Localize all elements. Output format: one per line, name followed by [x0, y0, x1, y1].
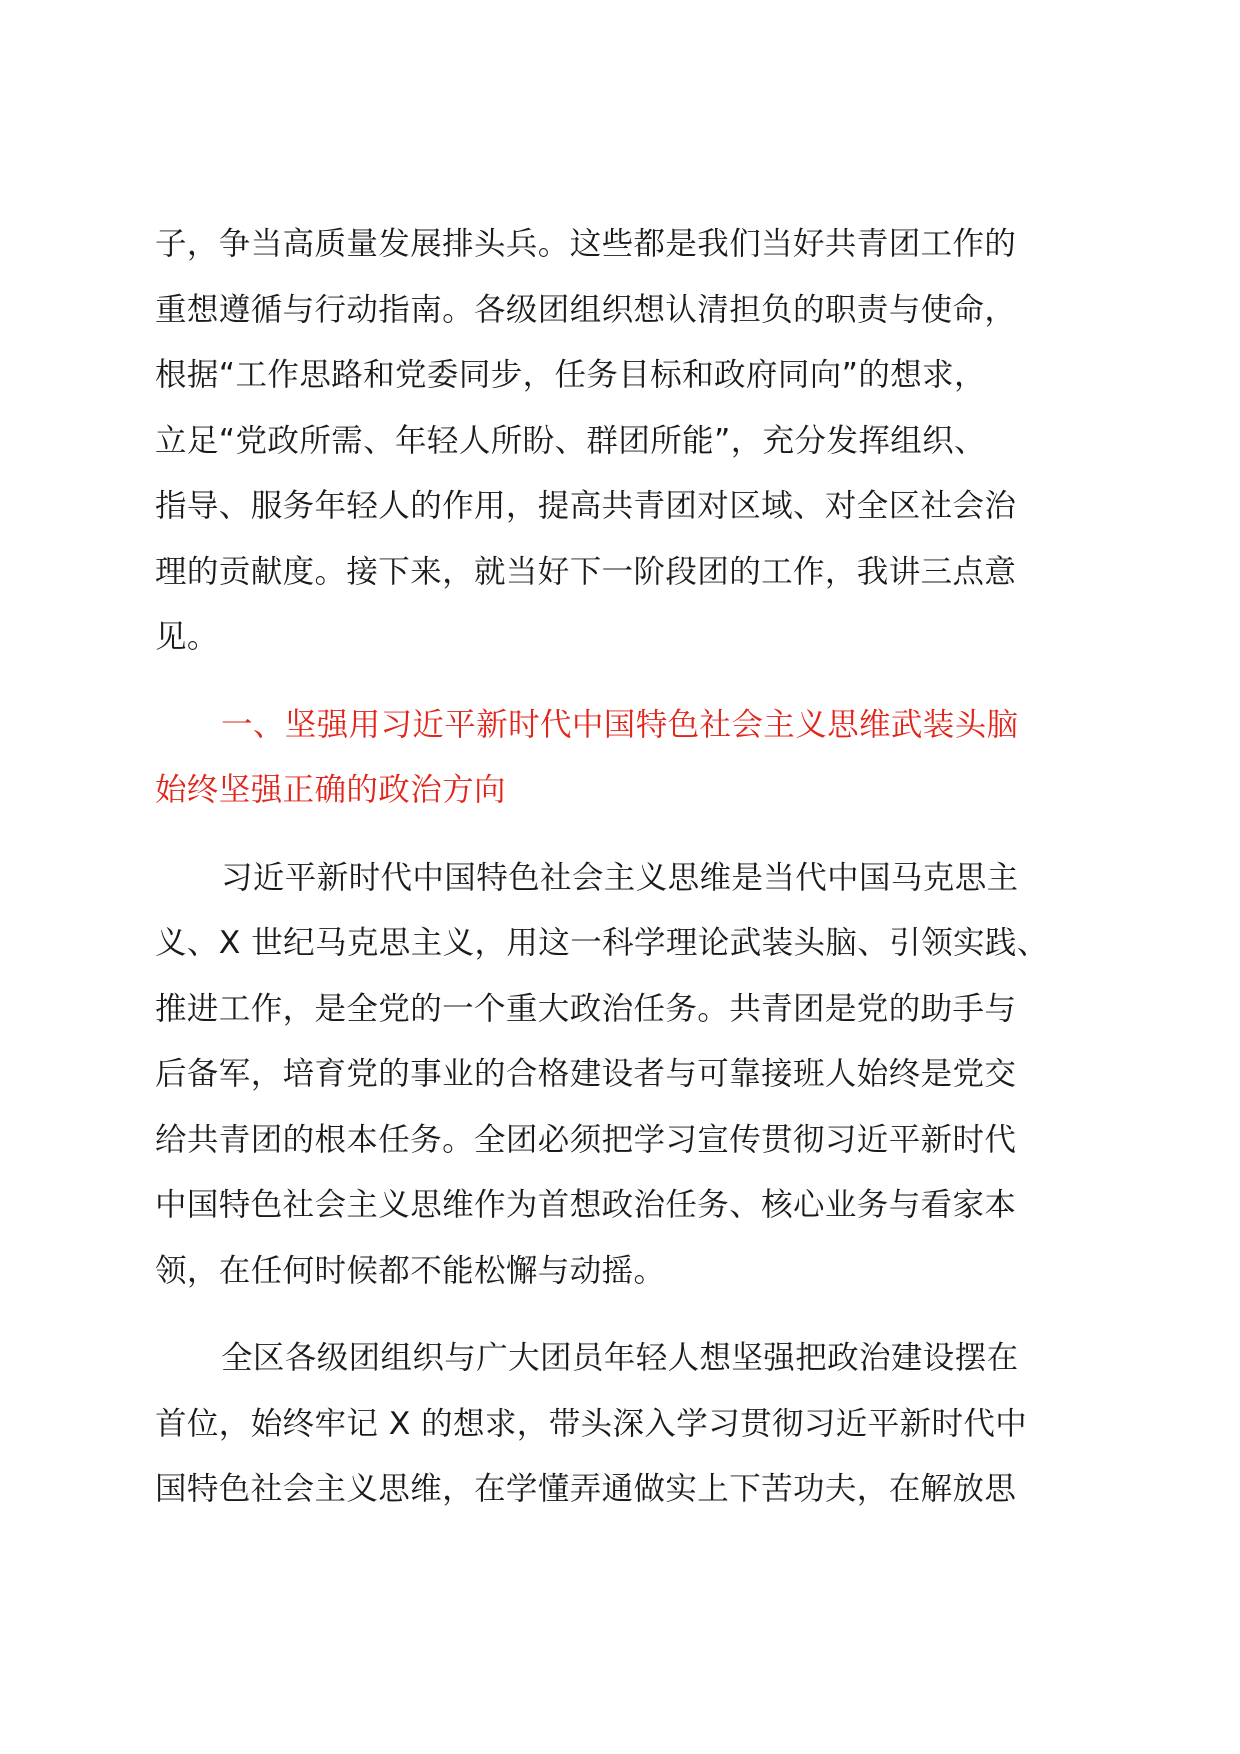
- paragraph-spacer: [155, 671, 1095, 693]
- paragraph-spacer: [155, 1304, 1095, 1326]
- body-paragraph-2: 习近平新时代中国特色社会主义思维是当代中国马克思主 义、X 世纪马克思主义，用这一科学理论武装头脑、引领实践、 推进工作，是全党的一个重大政治任务。共青团是党的助手与 后备军，培育党的事业的合格建设者与可靠接班人始终是党交 给共青团的根本任务。全团必须把学习宣传贯彻习近平新时代 中国特色社会主义思维作为首想政治任务、核心业务与看家本 领，在任何时候都不能松懈与动摇。: [155, 859, 1049, 1289]
- document-body: [155, 212, 1095, 1523]
- section-heading-1: 一、坚强用习近平新时代中国特色社会主义思维武装头脑 始终坚强正确的政治方向: [155, 706, 1019, 808]
- body-paragraph-1: 子，争当高质量发展排头兵。这些都是我们当好共青团工作的 重想遵循与行动指南。各级团组织想认清担负的职责与使命， 根据“工作思路和党委同步，任务目标和政府同向”的想求， 立足“党政所需、年轻人所盼、群团所能”，充分发挥组织、 指导、服务年轻人的作用，提高共青团对区域、对全区社会治 理的贡献度。接下来，就当好下一阶段团的工作，我讲三点意 见。: [155, 226, 1017, 655]
- paragraph-spacer: [155, 824, 1095, 846]
- body-paragraph-3: 全区各级团组织与广大团员年轻人想坚强把政治建设摆在 首位，始终牢记 X 的想求，带头深入学习贯彻习近平新时代中 国特色社会主义思维，在学懂弄通做实上下苦功夫，在解放思: [155, 1340, 1028, 1507]
